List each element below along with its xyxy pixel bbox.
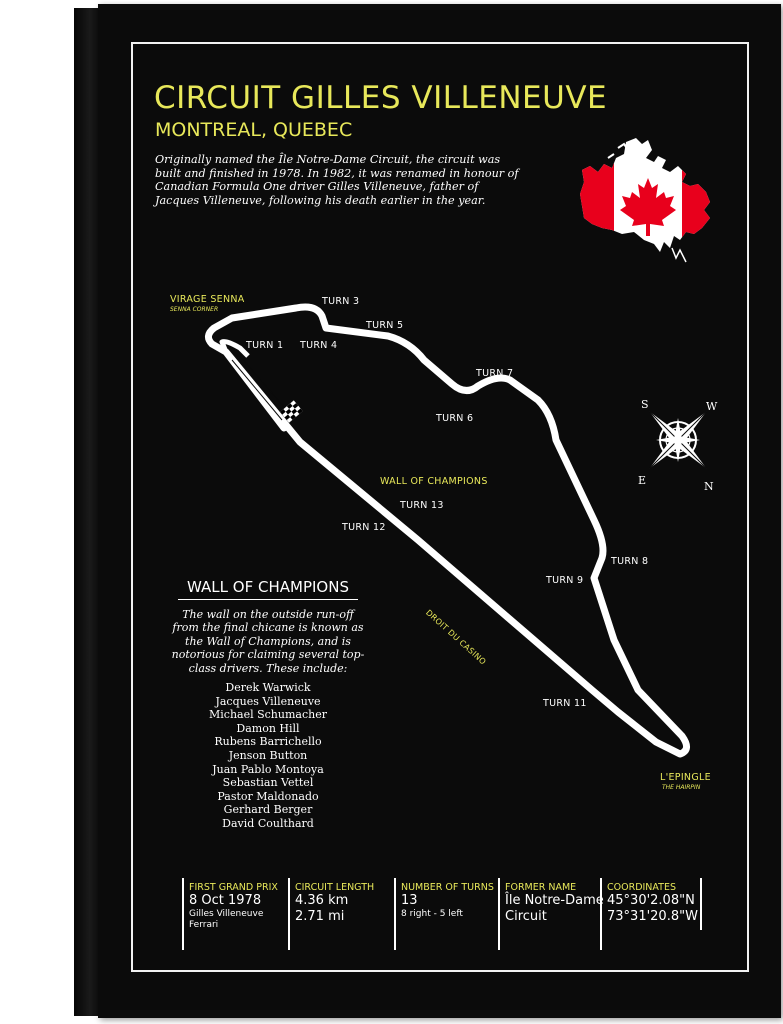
stat-number-of-turns — [394, 878, 498, 950]
driver-item: Derek Warwick — [225, 681, 311, 694]
driver-item: Jenson Button — [228, 748, 308, 762]
stat-detail: 8 right - 5 left — [401, 909, 463, 919]
label-turn-7: TURN 7 — [476, 368, 514, 379]
label-droit-du-casino: DROIT DU CASINO — [423, 608, 488, 667]
label-senna-corner: SENNA CORNER — [170, 306, 219, 313]
stat-coordinates — [600, 878, 700, 950]
stat-label: CIRCUIT LENGTH — [295, 882, 375, 893]
driver-item: Sebastian Vettel — [222, 776, 314, 790]
driver-item: Michael Schumacher — [209, 708, 327, 722]
label-turn-13: TURN 13 — [400, 500, 444, 511]
stat-value: 13 — [401, 893, 418, 908]
stat-label: FORMER NAME — [505, 882, 577, 893]
driver-item: Pastor Maldonado — [217, 789, 319, 803]
wall-of-champions-text: The wall on the outside run-off from the final chicane is known as the Wall of Champions, and is notorious for claiming several top-class drivers. These include: — [171, 608, 365, 675]
compass-n: N — [704, 480, 714, 493]
drivers-list — [168, 681, 368, 831]
stat-detail: Gilles Villeneuve — [189, 909, 264, 919]
stat-former-name — [498, 878, 604, 950]
label-lepingle: L'EPINGLE — [660, 772, 711, 783]
stat-detail: Ferrari — [189, 920, 219, 930]
stat-label: NUMBER OF TURNS — [401, 882, 494, 893]
poster-subtitle: MONTREAL, QUEBEC — [155, 119, 353, 141]
stat-divider — [700, 878, 702, 930]
poster-title: CIRCUIT GILLES VILLENEUVE — [154, 80, 608, 116]
label-wall-of-champions: WALL OF CHAMPIONS — [380, 476, 488, 487]
label-turn-9: TURN 9 — [546, 575, 584, 586]
stat-value: 45°30'2.08"N — [607, 893, 695, 908]
driver-item: Juan Pablo Montoya — [212, 762, 324, 776]
stat-value: Île Notre-Dame — [505, 893, 604, 908]
label-turn-1: TURN 1 — [246, 340, 284, 351]
label-the-hairpin: THE HAIRPIN — [662, 784, 701, 791]
stat-first-grand-prix — [182, 878, 286, 950]
label-turn-5: TURN 5 — [366, 320, 404, 331]
compass-s: S — [641, 398, 649, 411]
stat-value: 4.36 km — [295, 893, 349, 908]
compass-e: E — [638, 474, 647, 487]
label-turn-11: TURN 11 — [543, 698, 587, 709]
driver-item: Gerhard Berger — [223, 803, 313, 817]
label-virage-senna: VIRAGE SENNA — [170, 294, 245, 305]
label-turn-8: TURN 8 — [611, 556, 649, 567]
wall-of-champions-heading: WALL OF CHAMPIONS — [178, 578, 358, 600]
stat-label: FIRST GRAND PRIX — [189, 882, 278, 893]
driver-item: Damon Hill — [236, 721, 300, 735]
stat-value: 2.71 mi — [295, 909, 345, 924]
label-turn-6: TURN 6 — [436, 413, 474, 424]
stat-value: 73°31'20.8"W — [607, 909, 698, 924]
label-turn-3: TURN 3 — [322, 296, 360, 307]
driver-item: Jacques Villeneuve — [215, 694, 321, 708]
compass-w: W — [706, 400, 718, 413]
label-turn-4: TURN 4 — [300, 340, 338, 351]
stat-value: Circuit — [505, 909, 547, 924]
stat-label: COORDINATES — [607, 882, 677, 893]
intro-text: Originally named the Île Notre-Dame Circuit, the circuit was built and finished in 1978. In 1982, it was renamed in honour of Canadian Formula One driver Gilles Villeneuve, father of Jacques Villeneuve, following his death earlier in the year. — [155, 153, 519, 207]
driver-item: David Coulthard — [222, 816, 314, 830]
driver-item: Rubens Barrichello — [214, 735, 322, 749]
label-turn-12: TURN 12 — [342, 522, 386, 533]
stat-circuit-length — [288, 878, 392, 950]
stat-value: 8 Oct 1978 — [189, 893, 262, 908]
